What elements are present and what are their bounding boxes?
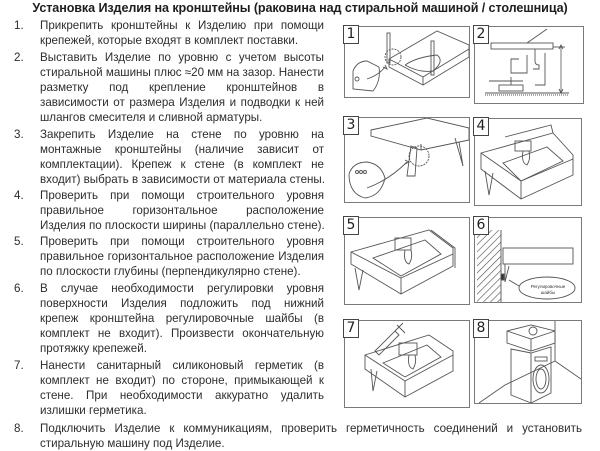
level-check-width-illustration [475,119,581,205]
step-text-line: крепежей, которые входят в комплект поставки. [40,34,299,47]
wall-mount-illustration [345,118,469,202]
step-text-line: зависимости от размера Изделия и подводки к ней [40,96,324,109]
panel-number-badge: 5 [343,216,359,235]
step-text-line: стиральную машину под Изделие. [40,437,225,450]
step-text-line: шлангов смесителя и сливной арматуры. [40,111,263,124]
step-number: 1. [14,19,24,32]
step-number: 4. [14,189,24,202]
adjusting-washers-callout: Регулировочные шайбы [530,284,566,295]
illustration-panel-8 [474,320,582,404]
step-text-line: Закрепить Изделие на стене по уровню на [40,128,324,141]
step-text-line: поверхности Изделия подложить под нижний [40,297,324,310]
step-text-line: входит) выбрать в зависимости от материала стены. [40,173,325,186]
illustration-panel-3 [344,117,470,203]
panel-number-badge: 3 [343,116,359,135]
height-measurement-illustration [475,27,583,103]
sealant-application-illustration [345,321,469,407]
step-text-line: Проверить при помощи строительного уровня [40,235,324,248]
panel-number-badge: 7 [343,319,359,338]
level-check-depth-illustration [345,218,469,304]
illustration-panel-7 [344,320,470,408]
illustration-panel-6 [474,217,582,303]
step-number: 2. [14,51,24,64]
step-text-line: Подключить Изделие к коммуникациям, проверить герметичность соединений и установить [40,422,582,435]
step-text-line: стиральной машины плюс ≈20 мм на зазор. Нанести [40,66,324,79]
step-text-line: разметку под крепление кронштейнов в [40,81,324,94]
step-text-line: Изделия по плоскости ширины (параллельно стене). [40,219,325,232]
step-number: 8. [14,422,24,435]
step-text-line: монтажные кронштейны (наличие зависит от [40,143,324,156]
step-text-line: излишки герметика. [40,404,147,417]
panel-number-badge: 8 [473,319,489,338]
step-number: 6. [14,282,24,295]
step-text-line: Прикрепить кронштейны к Изделию при помощи [40,19,324,32]
panel-number-badge: 2 [473,25,489,44]
panel-number-badge: 4 [473,117,489,136]
illustration-panel-5 [344,217,470,305]
washing-machine-under-sink-illustration [475,321,581,403]
step-text-line: правильное горизонтальное расположение [40,204,324,217]
step-text-line: Нанести санитарный силиконовый герметик (в [40,359,324,372]
panel-number-badge: 6 [473,216,489,235]
illustration-panel-2 [474,26,584,104]
step-text-line: Проверить при помощи строительного уровня [40,189,324,202]
step-text-line: протяжку крепежей. [40,342,147,355]
step-text-line: правильное горизонтальное расположение Изделия [40,250,324,263]
step-number: 7. [14,359,24,372]
step-text-line: крепеж кронштейна регулировочные шайбы (в [40,312,324,325]
step-text-line: комплектации). Крепеж к стене (в комплект не [40,158,324,171]
step-text-line: комплект не входит). Произвести окончательную [40,327,324,340]
step-text-line: В случае необходимости регулировки уровня [40,282,324,295]
step-text-line: по плоскости глубины (перпендикулярно стене). [40,265,301,278]
bracket-attach-illustration [345,27,469,97]
step-number: 3. [14,128,24,141]
page-title: Установка Изделия на кронштейны (раковина над стиральной машиной / столешница) [32,1,568,15]
step-text-line: комплект не входит) по стороне, примыкающей к [40,374,324,387]
step-number: 5. [14,235,24,248]
illustration-panel-4 [474,118,582,206]
step-text-line: Выставить Изделие по уровню с учетом высоты [40,51,324,64]
illustration-panel-1 [344,26,470,98]
step-text-line: стене. При необходимости аккуратно удалить [40,389,324,402]
panel-number-badge: 1 [343,25,359,44]
